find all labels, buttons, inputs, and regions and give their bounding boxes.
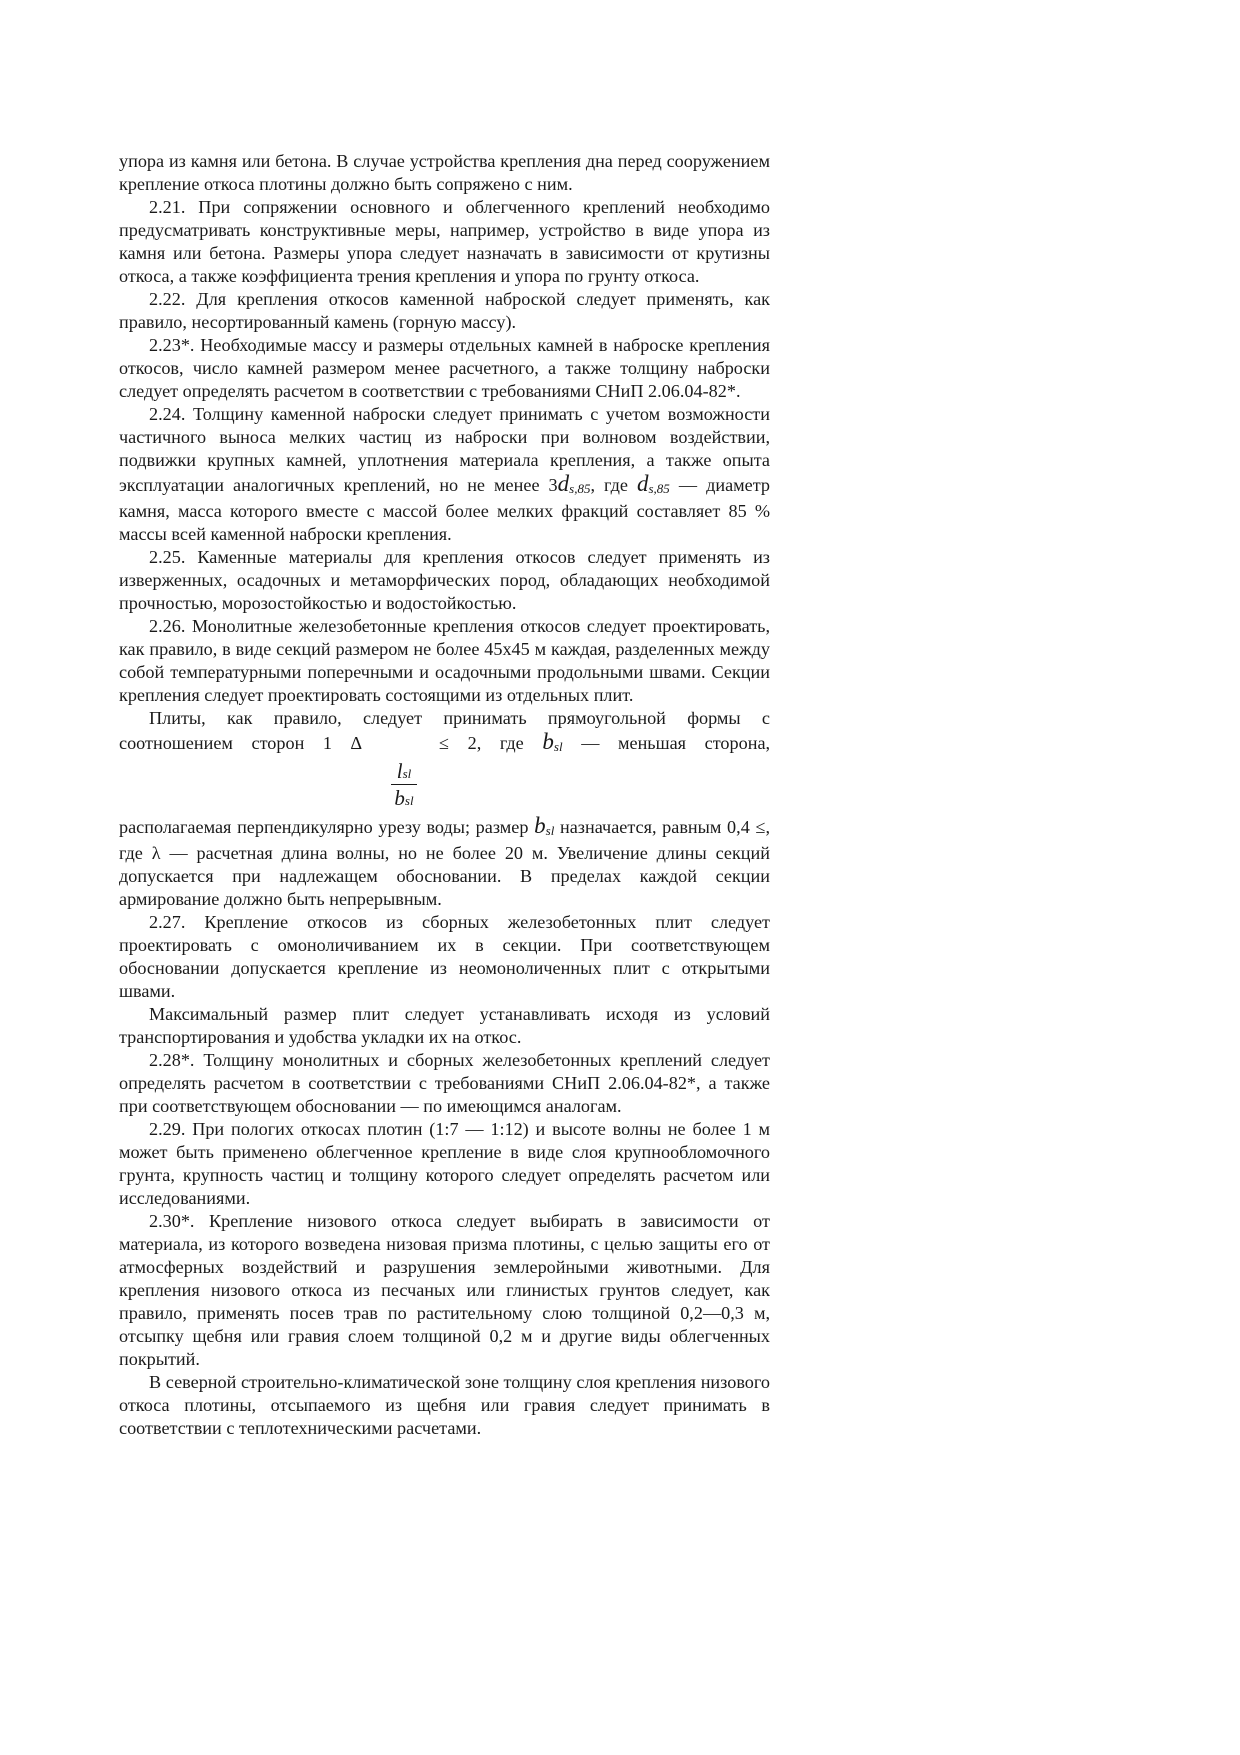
paragraph-2-29: 2.29. При пологих откосах плотин (1:7 — 1:12) и высоте волны не более 1 м может быть применено облегченное крепление в виде слоя крупнообломочного грунта, крупность частиц и толщину которого следует определять расчетом или исследованиями. xyxy=(119,1119,770,1208)
paragraph-2-22: 2.22. Для крепления откосов каменной наброской следует применять, как правило, несортированный камень (горную массу). xyxy=(119,289,770,332)
paragraph-2-27: 2.27. Крепление откосов из сборных железобетонных плит следует проектировать с омоноличиванием их в секции. При соответствующем обосновании допускается крепление из неомоноличенных плит с открытыми швами. xyxy=(119,912,770,1001)
paragraph-2-24-text-a: 2.24. Толщину каменной наброски следует принимать с учетом возможности частичного выноса мелких частиц из наброски при волновом воздействии, подвижки крупных камней, уплотнения материала крепления, а также опыта эксплуатации аналогичных креплений, но не менее 3 xyxy=(119,404,770,495)
paragraph-2-26: 2.26. Монолитные железобетонные крепления откосов следует проектировать, как правило, в виде секций размером не более 45х45 м каждая, разделенных между собой температурными поперечными и осадочными продольными швами. Секции крепления следует проектировать состоящими из отдельных плит. xyxy=(119,616,770,705)
ratio-text-b: ≤ 2, где xyxy=(439,733,524,753)
paragraph-2-25: 2.25. Каменные материалы для крепления откосов следует применять из изверженных, осадочных и метаморфических пород, обладающих необходимой прочностью, морозостойкостью и водостойкостью. xyxy=(119,547,770,613)
formula-b-subscript: sl xyxy=(553,739,563,754)
formula-d-subscript-2: s,85 xyxy=(648,481,670,496)
formula-d-subscript: s,85 xyxy=(569,481,591,496)
fraction-denominator-subscript: sl xyxy=(404,793,414,808)
paragraph-plates-text-b: назначается, равным 0,4 ≤, где λ — расчетная длина волны, но не более 20 м. Увеличение длины секций допускается при надлежащем обосновании. В пределах каждой секции армирование должно быть непрерывным. xyxy=(119,817,770,909)
fraction-numerator xyxy=(391,758,417,785)
formula-d-symbol: d xyxy=(557,471,570,496)
paragraph-2-21: 2.21. При сопряжении основного и облегченного креплений необходимо предусматривать конструктивные меры, например, устройство в виде упора из камня или бетона. Размеры упора следует назначать в зависимости от крутизны откоса, а также коэффициента трения крепления и упора по грунту откоса. xyxy=(119,197,770,286)
fraction-l-over-b xyxy=(391,758,417,813)
formula-b-subscript-2: sl xyxy=(545,823,555,838)
paragraph-continuation: упора из камня или бетона. В случае устройства крепления дна перед сооружением крепление откоса плотины должно быть сопряжено с ним. xyxy=(119,151,770,194)
paragraph-plates-line-1: Плиты, как правило, следует принимать прямоугольной формы с xyxy=(149,708,770,728)
fraction-numerator-symbol: l xyxy=(396,759,403,783)
paragraph-2-24-text-b: , где xyxy=(590,475,637,495)
formula-b-symbol: b xyxy=(542,729,554,754)
ratio-text-a: соотношением сторон 1 ∆ xyxy=(119,733,362,753)
fraction-numerator-subscript: sl xyxy=(402,766,412,781)
paragraph-plates-line-2 xyxy=(119,730,770,758)
document-body xyxy=(119,150,770,1440)
paragraph-max-size: Максимальный размер плит следует устанавливать исходя из условий транспортирования и удобства укладки их на откос. xyxy=(119,1004,770,1047)
paragraph-plates-continued xyxy=(119,814,770,911)
paragraph-2-23: 2.23*. Необходимые массу и размеры отдельных камней в наброске крепления откосов, число камней размером менее расчетного, а также толщину наброски следует определять расчетом в соответствии с требованиями СНиП 2.06.04-82*. xyxy=(119,335,770,401)
paragraph-plates xyxy=(119,707,770,814)
paragraph-northern-zone: В северной строительно-климатической зоне толщину слоя крепления низового откоса плотины, отсыпаемого из щебня или гравия следует принимать в соответствии с теплотехническими расчетами. xyxy=(119,1372,770,1438)
fraction-denominator-symbol: b xyxy=(394,786,405,810)
fraction-denominator xyxy=(391,785,417,813)
ratio-text-c: — меньшая сторона, xyxy=(581,733,771,753)
paragraph-2-24-text-c: — диаметр камня, масса которого вместе с массой более мелких фракций составляет 85 % массы всей каменной наброски крепления. xyxy=(119,475,770,544)
fraction-block xyxy=(119,758,770,814)
formula-b-symbol-2: b xyxy=(534,813,546,838)
paragraph-2-24 xyxy=(119,403,770,546)
formula-d-symbol-2: d xyxy=(637,471,649,496)
paragraph-2-30: 2.30*. Крепление низового откоса следует выбирать в зависимости от материала, из которого возведена низовая призма плотины, с целью защиты его от атмосферных воздействий и разрушения землеройными животными. Для крепления низового откоса из песчаных или глинистых грунтов следует, как правило, применять посев трав по растительному слою толщиной 0,2—0,3 м, отсыпку щебня или гравия слоем толщиной 0,2 м и другие виды облегченных покрытий. xyxy=(119,1211,770,1369)
paragraph-plates-text-a: располагаемая перпендикулярно урезу воды; размер xyxy=(119,817,535,837)
paragraph-2-28: 2.28*. Толщину монолитных и сборных железобетонных креплений следует определять расчетом в соответствии с требованиями СНиП 2.06.04-82*, а также при соответствующем обосновании — по имеющимся аналогам. xyxy=(119,1050,770,1116)
